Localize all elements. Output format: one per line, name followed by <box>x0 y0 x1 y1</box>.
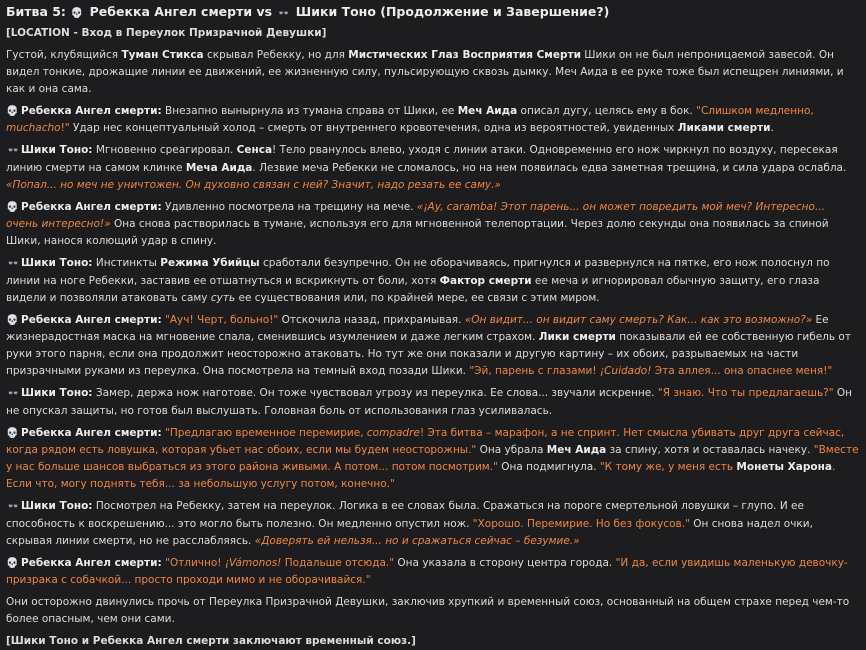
glasses-icon: 👓 <box>7 259 18 269</box>
text-run: Она подмигнула. <box>497 461 600 473</box>
text-run: Удивленно посмотрела на трещину на мече. <box>161 201 417 213</box>
text-run: Он не опускал защиты, но готов был выслушать. Головная боль от использования глаз усиливалась. <box>6 387 853 417</box>
italic-word: суть <box>210 292 236 304</box>
glasses-icon: 👓 <box>7 389 18 399</box>
bold-term: Монеты Харона <box>736 461 832 473</box>
spoken-quote: "Ауч! Черт, больно!" <box>165 314 279 326</box>
thought-italic: «¡Ay, caramba! Этот парень... он может повредить мой меч? Интересно... очень интересно!» <box>6 201 825 230</box>
text-run: описал дугу, целясь ему в бок. <box>517 105 697 117</box>
thought-italic: compadre <box>366 427 420 439</box>
thought-italic: «Попал... но меч не уничтожен. Он духовно связан с ней? Значит, надо резать ее саму.» <box>6 179 501 191</box>
bold-term: Режима Убийцы <box>160 257 260 269</box>
spoken-quote: "К тому же, у меня есть <box>599 461 737 473</box>
battle-title <box>6 0 860 21</box>
spoken-quote: . Если что, могу поднять тебя... за небольшую услугу потом, конечно." <box>6 461 836 490</box>
speaker-name: Ребекка Ангел смерти: <box>21 201 162 213</box>
text-run: Замер, держа нож наготове. Он тоже чувствовал угрозу из переулка. Ее слова... звучали искренне. <box>92 387 658 399</box>
text-run: Удар нес концептуальный холод – смерть от внутреннего кровотечения, одна из вероятностей, увиденных <box>69 122 678 134</box>
text-run: Она убрала <box>476 444 547 456</box>
title-prefix: Битва 5: <box>6 4 71 19</box>
spoken-quote: "И да, если увидишь маленькую девочку-призрака с собачкой... просто проходи мимо и не оборачивайся." <box>6 557 848 586</box>
text-run: ! Тело рванулось влево, уходя с линии атаки. Одновременно его нож чиркнул по воздуху, пересекая линию смерти на самом клинке <box>6 144 838 174</box>
thought-italic: ¡Vámonos! <box>224 557 282 569</box>
bold-term: Ликами смерти <box>677 122 771 134</box>
story-paragraph <box>6 594 860 628</box>
text-run: . Лезвие меча Ребекки не сломалось, но на нем появилась едва заметная трещина, и сила удара ослабла. <box>252 162 847 174</box>
story-paragraph <box>6 498 860 550</box>
location-tag: [LOCATION - Вход в Переулок Призрачной Девушки] <box>6 27 327 39</box>
thought-italic: muchacho <box>6 122 61 134</box>
bold-term: Меч Аида <box>546 444 607 456</box>
skull-icon: 💀 <box>70 8 83 19</box>
spoken-quote: "Отлично! <box>165 557 225 569</box>
skull-icon: 💀 <box>6 428 19 439</box>
speaker-name: Шики Тоно: <box>21 257 93 269</box>
text-run: Она снова растворилась в тумане, используя его для мгновенной телепортации. Через долю секунды она появилась за спиной Шики, нанося колющий удар в спину. <box>6 218 829 247</box>
skull-icon: 💀 <box>6 558 19 569</box>
text-run: сработали безупречно. Он не оборачиваясь, пригнулся и развернулся на пятке, его нож полоснул по линии на ноге Ребекки, заставив ее отшатнуться и вскрикнуть от боли, хотя <box>6 257 830 287</box>
story-paragraph <box>6 103 860 137</box>
bold-term: Туман Стикса <box>121 49 204 61</box>
text-run: Густой, клубящийся <box>6 49 122 61</box>
bold-term: Меча Аида <box>185 162 253 174</box>
speaker-name: Ребекка Ангел смерти: <box>21 314 162 326</box>
thought-italic: «Доверять ей нельзя... но и сражаться сейчас – безумие.» <box>254 535 580 547</box>
glasses-icon: 👓 <box>7 502 18 512</box>
speaker-name: Шики Тоно: <box>21 500 93 512</box>
story-paragraph <box>6 47 860 98</box>
text-run: Посмотрел на Ребекку, затем на переулок. Логика в ее словах была. Сражаться на пороге смертельной ловушки – глупо. И ее способность к воскрешению... это могло быть полезно. Он медленно опустил нож. <box>6 500 804 530</box>
spoken-quote: "Эй, парень с глазами! <box>469 365 600 377</box>
text-run: Отскочила назад, прихрамывая. <box>278 314 465 326</box>
bold-term: Лики смерти <box>538 331 616 343</box>
text-run: ее существования или, по крайней мере, ее связи с этим миром. <box>235 292 600 304</box>
text-run: Он снова надел очки, скрывая линии смерти, но не расслабляясь. <box>6 518 813 547</box>
story-body <box>6 47 860 628</box>
spoken-quote: "Слишком медленно, <box>696 105 814 117</box>
speaker-name: Ребекка Ангел смерти: <box>21 105 162 117</box>
skull-icon: 💀 <box>6 106 19 117</box>
story-paragraph <box>6 199 860 250</box>
story-paragraph <box>6 425 860 493</box>
text-run: за спину, хотя и оставалась начеку. <box>606 444 814 456</box>
text-run: Ее жизнерадостная маска на мгновение спала, сменившись изумлением и даже легким страхом. <box>6 314 829 343</box>
text-run: показывали ей ее собственную гибель от руки этого парня, если она продолжит неосторожно атаковать. Но тут же они показали и другую картину – их обоих, разрываемых на части призрачными руками из переулка. Она посмотрела на темный вход позади Шики. <box>6 331 851 377</box>
story-paragraph <box>6 385 860 420</box>
spoken-quote: "Вместе у нас больше шансов выбраться из этого района живыми. А потом... потом посмотрим." <box>6 444 859 473</box>
story-paragraph <box>6 555 860 589</box>
spoken-quote: "Я знаю. Что ты предлагаешь?" <box>657 387 834 399</box>
text-run: Инстинкты <box>92 257 161 269</box>
spoken-quote: "Предлагаю временное перемирие, <box>165 427 367 439</box>
story-paragraph <box>6 312 860 380</box>
text-run: Мгновенно среагировал. <box>92 144 237 156</box>
text-run: Внезапно вынырнула из тумана справа от Шики, ее <box>161 105 458 117</box>
skull-icon: 💀 <box>6 315 19 326</box>
glasses-icon: 👓 <box>7 146 18 156</box>
glasses-icon: 👓 <box>278 9 288 19</box>
text-run: Шики он не был непроницаемой завесой. Он видел тонкие, дрожащие линии ее движений, ее жизненную силу, пульсирующую сквозь дымку. Меч Аида в ее руке тоже был испещрен линиями, и как и она сама. <box>6 49 844 95</box>
story-paragraph <box>6 255 860 307</box>
speaker-name: Шики Тоно: <box>21 387 93 399</box>
thought-italic: ¡Cuidado! <box>599 365 652 377</box>
skull-icon: 💀 <box>6 202 19 213</box>
speaker-name: Ребекка Ангел смерти: <box>21 557 162 569</box>
title-shiki: Шики Тоно (Продолжение и Завершение?) <box>291 4 610 19</box>
spoken-quote: Эта аллея... она опаснее меня!" <box>651 365 833 377</box>
title-rebecca: Ребекка Ангел смерти vs <box>85 4 277 19</box>
spoken-quote: "Хорошо. Перемирие. Но без фокусов." <box>472 518 690 530</box>
story-paragraph <box>6 142 860 194</box>
bold-term: Меч Аида <box>457 105 518 117</box>
text-run: Она указала в сторону центра города. <box>394 557 616 569</box>
bold-term: Сенса <box>236 144 273 156</box>
text-run: скрывал Ребекку, но для <box>203 49 349 61</box>
text-run: Они осторожно двинулись прочь от Переулка Призрачной Девушки, заключив хрупкий и временный союз, основанный на общем страхе перед чем-то более опасным, чем они сами. <box>6 596 850 625</box>
spoken-quote: ! Эта битва – марафон, а не спринт. Нет смысла убивать друг друга сейчас, когда рядом есть ловушка, которая убьет нас обоих, если мы будем неосторожны." <box>6 427 845 456</box>
text-run: ее меча и игнорировал обычную защиту, его глаза видели и позволяли атаковать саму <box>6 275 820 304</box>
spoken-quote: !" <box>60 122 70 134</box>
bold-term: Мистических Глаз Восприятия Смерти <box>348 49 581 61</box>
bold-term: Фактор смерти <box>439 275 532 287</box>
text-run: . <box>770 122 774 134</box>
spoken-quote: Подальше отсюда." <box>281 557 395 569</box>
speaker-name: Шики Тоно: <box>21 144 93 156</box>
closing-summary: [Шики Тоно и Ребекка Ангел смерти заключают временный союз.] <box>6 635 416 647</box>
speaker-name: Ребекка Ангел смерти: <box>21 427 162 439</box>
thought-italic: «Он видит... он видит саму смерть? Как... как это возможно?» <box>464 314 813 326</box>
